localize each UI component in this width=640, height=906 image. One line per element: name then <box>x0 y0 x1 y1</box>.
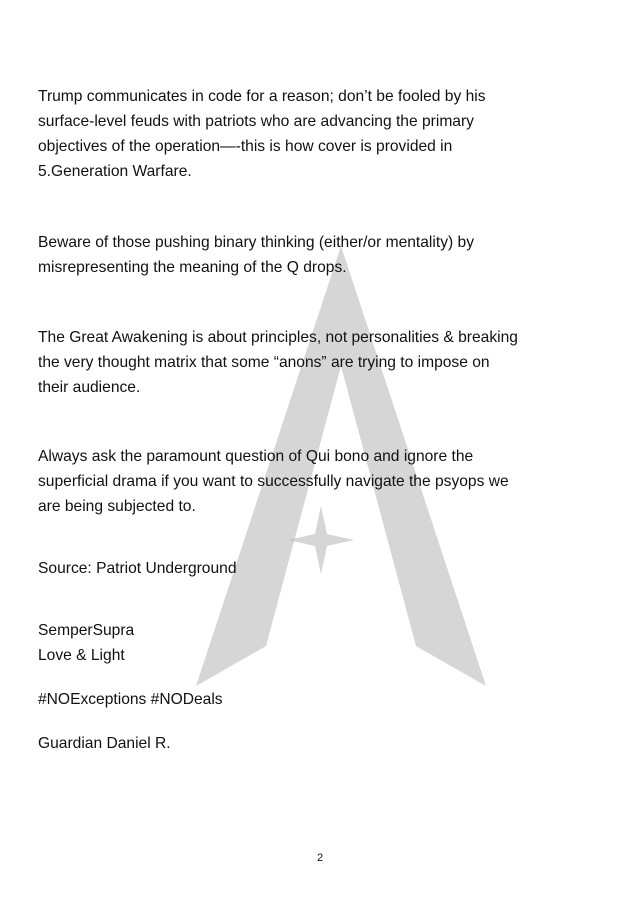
source-line: Source: Patriot Underground <box>38 560 237 577</box>
page-number: 2 <box>316 852 324 864</box>
signoff-block: SemperSupra Love & Light <box>38 622 135 664</box>
hashtags-line: #NOExceptions #NODeals <box>38 691 223 708</box>
paragraph-trump-code: Trump communicates in code for a reason; don’t be fooled by his surface-level feuds with patriots who are advancing the primary objectives of the operation—-this is how cover is provided in 5.Generation Warfare. <box>38 88 486 180</box>
paragraph-qui-bono: Always ask the paramount question of Qui bono and ignore the superficial drama if you want to successfully navigate the psyops we are being subjected to. <box>38 448 509 515</box>
paragraph-binary-thinking: Beware of those pushing binary thinking (either/or mentality) by misrepresenting the meaning of the Q drops. <box>38 234 474 276</box>
letter-body <box>38 84 598 756</box>
paragraph-great-awakening: The Great Awakening is about principles, not personalities & breaking the very thought matrix that some “anons” are trying to impose on their audience. <box>38 329 518 396</box>
author-signature: Guardian Daniel R. <box>38 735 171 752</box>
